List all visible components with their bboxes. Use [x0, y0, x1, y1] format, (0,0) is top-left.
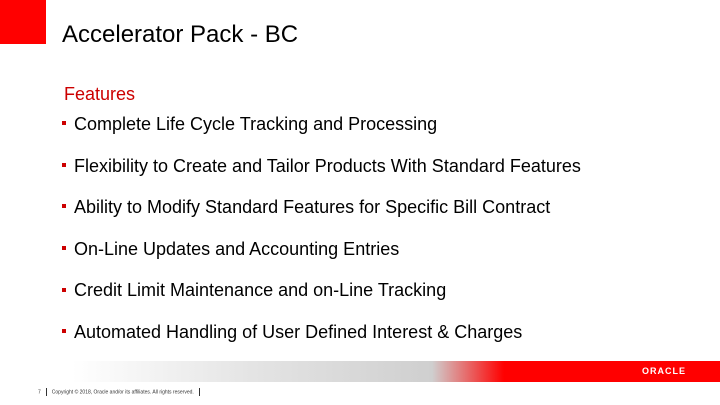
bullet-list — [62, 112, 581, 362]
footer-bar — [0, 361, 720, 382]
footer-text — [38, 388, 205, 396]
page-number: 7 — [38, 389, 41, 396]
bullet-text: Flexibility to Create and Tailor Products With Standard Features — [74, 155, 581, 176]
section-label: Features — [64, 84, 136, 104]
bullet-square-icon — [62, 288, 66, 292]
bullet-text: On-Line Updates and Accounting Entries — [74, 238, 400, 259]
bullet-item — [62, 195, 581, 237]
oracle-logo: ORACLE — [642, 366, 686, 376]
bullet-text: Automated Handling of User Defined Interest & Charges — [74, 321, 523, 342]
bullet-text: Credit Limit Maintenance and on-Line Tracking — [74, 280, 447, 301]
footer-divider — [199, 388, 200, 396]
bullet-item — [62, 278, 581, 320]
bullet-item — [62, 320, 581, 362]
bullet-square-icon — [62, 163, 66, 167]
bullet-item — [62, 237, 581, 279]
bullet-text: Complete Life Cycle Tracking and Processing — [74, 114, 438, 134]
bullet-text: Ability to Modify Standard Features for Specific Bill Contract — [74, 197, 551, 218]
title-accent-block — [0, 0, 46, 44]
bullet-square-icon — [62, 204, 66, 208]
bullet-square-icon — [62, 246, 66, 250]
footer-divider — [46, 388, 47, 396]
copyright-text: Copyright © 2018, Oracle and/or its affiliates. All rights reserved. — [51, 389, 194, 396]
slide-title: Accelerator Pack - BC — [62, 21, 299, 48]
bullet-square-icon — [62, 121, 66, 125]
bullet-item — [62, 112, 581, 154]
bullet-item — [62, 154, 581, 196]
bullet-square-icon — [62, 329, 66, 333]
